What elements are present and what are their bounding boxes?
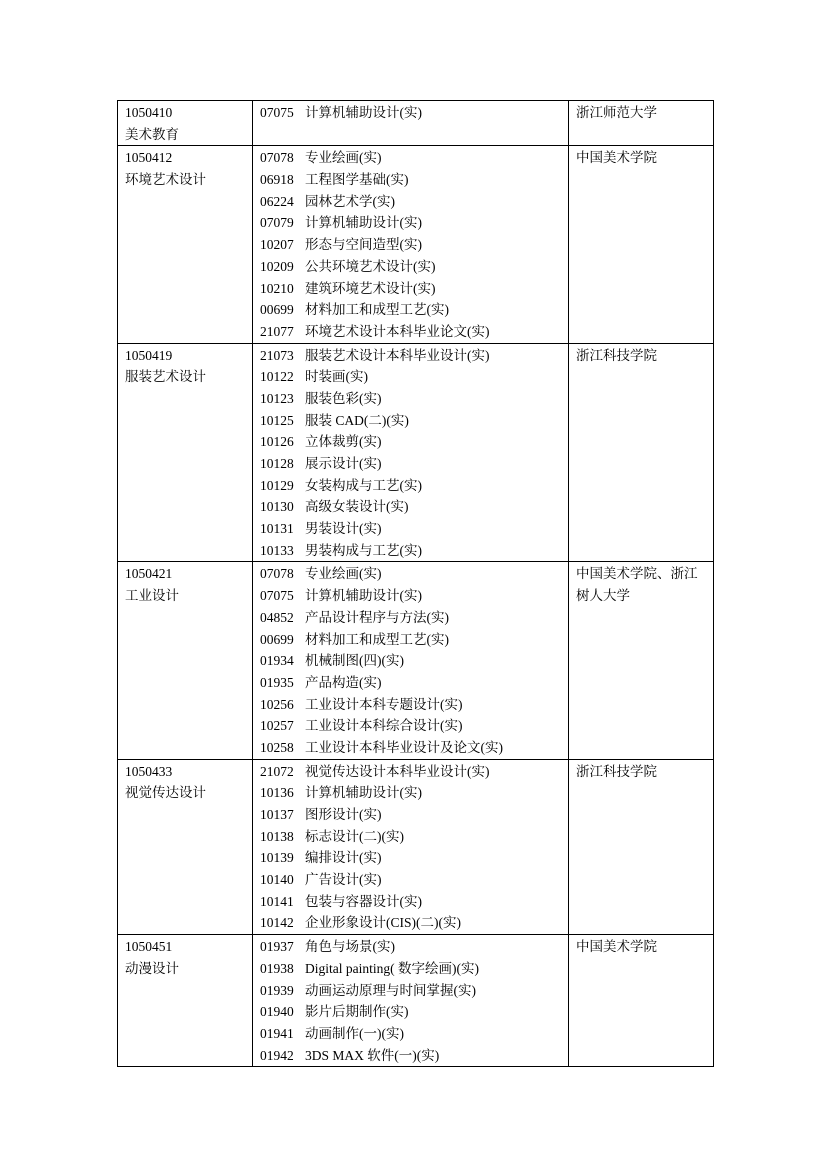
course-code: 10123 (260, 390, 294, 406)
table-row (118, 343, 714, 562)
course-name: 视觉传达设计本科毕业设计(实) (305, 763, 490, 779)
major-name: 工业设计 (125, 588, 179, 604)
course-code: 10258 (260, 739, 294, 755)
course-item (260, 518, 562, 540)
course-name: 专业绘画(实) (305, 150, 382, 166)
course-name: 男装构成与工艺(实) (305, 542, 422, 558)
course-item (260, 1045, 562, 1067)
course-code: 07078 (260, 566, 294, 582)
course-name: 广告设计(实) (305, 872, 382, 888)
course-code: 10137 (260, 807, 294, 822)
course-code: 10128 (260, 456, 294, 471)
course-name: 动画制作(一)(实) (305, 1025, 404, 1041)
course-name: 计算机辅助设计(实) (305, 785, 422, 801)
major-cell (118, 935, 253, 1067)
course-item (260, 804, 562, 826)
course-item (260, 431, 562, 453)
course-code: 00699 (260, 302, 294, 318)
major-cell (118, 101, 253, 146)
course-name: Digital painting( 数字绘画)(实) (305, 960, 479, 976)
course-code: 10256 (260, 696, 294, 712)
major-cell (118, 343, 253, 562)
course-name: 角色与场景(实) (305, 939, 395, 955)
course-code: 01937 (260, 939, 294, 955)
course-item (260, 629, 562, 651)
course-item (260, 453, 562, 475)
course-name: 立体裁剪(实) (305, 434, 382, 450)
course-item (260, 278, 562, 300)
institution-cell (569, 935, 714, 1067)
course-code: 10130 (260, 499, 294, 515)
table-body (118, 101, 714, 1067)
course-code: 21073 (260, 347, 294, 363)
course-name: 公共环境艺术设计(实) (305, 258, 436, 274)
course-name: 材料加工和成型工艺(实) (305, 631, 449, 647)
institution-name: 浙江师范大学 (576, 105, 657, 120)
course-item (260, 366, 562, 388)
course-item (260, 388, 562, 410)
course-code: 01938 (260, 960, 294, 976)
course-item (260, 147, 562, 169)
major-name: 视觉传达设计 (125, 785, 206, 801)
course-list-cell (253, 343, 569, 562)
course-name: 计算机辅助设计(实) (305, 588, 422, 604)
course-code: 10122 (260, 369, 294, 385)
course-item (260, 980, 562, 1002)
course-item (260, 958, 562, 980)
course-code: 01934 (260, 653, 294, 669)
course-item (260, 672, 562, 694)
course-list-cell (253, 759, 569, 935)
course-code: 10129 (260, 477, 294, 493)
course-name: 包装与容器设计(实) (305, 893, 422, 909)
course-name: 环境艺术设计本科毕业论文(实) (305, 323, 490, 339)
major-name: 环境艺术设计 (125, 172, 206, 188)
institution-name: 浙江科技学院 (576, 763, 657, 779)
course-table (117, 100, 714, 1067)
course-item (260, 891, 562, 913)
course-name: 女装构成与工艺(实) (305, 477, 422, 493)
course-name: 标志设计(二)(实) (305, 828, 404, 844)
course-code: 10131 (260, 521, 294, 537)
course-item (260, 169, 562, 191)
course-code: 10125 (260, 412, 294, 428)
course-item (260, 212, 562, 234)
course-name: 工业设计本科专题设计(实) (305, 696, 463, 712)
course-code: 07079 (260, 215, 294, 231)
course-code: 10142 (260, 915, 294, 931)
course-name: 工业设计本科毕业设计及论文(实) (305, 739, 503, 755)
course-item (260, 607, 562, 629)
major-cell (118, 759, 253, 935)
course-code: 10139 (260, 850, 294, 866)
course-code: 10207 (260, 237, 294, 253)
course-item (260, 737, 562, 759)
course-code: 21072 (260, 763, 294, 779)
course-name: 3DS MAX 软件(一)(实) (305, 1047, 440, 1063)
major-name: 服装艺术设计 (125, 369, 206, 385)
course-name: 编排设计(实) (305, 850, 382, 866)
course-item (260, 936, 562, 958)
course-item (260, 585, 562, 607)
major-code: 1050412 (125, 150, 173, 166)
course-list-cell (253, 935, 569, 1067)
course-item (260, 826, 562, 848)
course-item (260, 761, 562, 783)
course-item (260, 869, 562, 891)
course-name: 建筑环境艺术设计(实) (305, 280, 436, 296)
course-code: 10136 (260, 785, 294, 801)
course-name: 机械制图(四)(实) (305, 653, 404, 669)
institution-cell (569, 562, 714, 759)
course-item (260, 912, 562, 934)
major-name: 动漫设计 (125, 960, 179, 976)
course-item (260, 715, 562, 737)
major-code: 1050451 (125, 939, 173, 955)
course-code: 01939 (260, 982, 294, 998)
course-code: 21077 (260, 323, 294, 339)
course-name: 工业设计本科综合设计(实) (305, 718, 463, 734)
table-row (118, 146, 714, 343)
course-name: 高级女装设计(实) (305, 499, 409, 515)
course-name: 男装设计(实) (305, 521, 382, 537)
course-name: 产品构造(实) (305, 674, 382, 690)
course-code: 01940 (260, 1004, 294, 1020)
course-item (260, 234, 562, 256)
course-code: 00699 (260, 631, 294, 647)
course-name: 服装艺术设计本科毕业设计(实) (305, 347, 490, 363)
course-item (260, 299, 562, 321)
course-code: 10140 (260, 872, 294, 888)
course-name: 影片后期制作(实) (305, 1004, 409, 1020)
course-item (260, 563, 562, 585)
course-item (260, 540, 562, 562)
course-name: 展示设计(实) (305, 456, 382, 471)
table-row (118, 101, 714, 146)
course-name: 时装画(实) (305, 369, 368, 385)
major-name: 美术教育 (125, 126, 179, 142)
course-item (260, 475, 562, 497)
course-item (260, 345, 562, 367)
major-code: 1050433 (125, 763, 173, 779)
course-code: 10141 (260, 893, 294, 909)
major-cell (118, 562, 253, 759)
institution-name: 中国美术学院 (576, 150, 657, 166)
institution-name: 中国美术学院 (576, 939, 657, 955)
course-code: 07078 (260, 150, 294, 166)
course-code: 10138 (260, 828, 294, 844)
course-code: 07075 (260, 105, 294, 120)
course-code: 01942 (260, 1047, 294, 1063)
course-code: 07075 (260, 588, 294, 604)
course-name: 材料加工和成型工艺(实) (305, 302, 449, 318)
course-list-cell (253, 101, 569, 146)
course-item (260, 782, 562, 804)
course-name: 动画运动原理与时间掌握(实) (305, 982, 476, 998)
course-name: 计算机辅助设计(实) (305, 105, 422, 120)
course-item (260, 694, 562, 716)
course-item (260, 321, 562, 343)
table-row (118, 759, 714, 935)
course-code: 10210 (260, 280, 294, 296)
course-code: 10257 (260, 718, 294, 734)
course-code: 06918 (260, 172, 294, 188)
course-code: 06224 (260, 193, 294, 209)
major-code: 1050421 (125, 566, 173, 582)
course-name: 工程图学基础(实) (305, 172, 409, 188)
course-name: 服装 CAD(二)(实) (305, 412, 409, 428)
major-cell (118, 146, 253, 343)
table-row (118, 935, 714, 1067)
course-name: 专业绘画(实) (305, 566, 382, 582)
institution-name: 浙江科技学院 (576, 347, 657, 363)
institution-cell (569, 146, 714, 343)
course-name: 园林艺术学(实) (305, 193, 395, 209)
course-name: 计算机辅助设计(实) (305, 215, 422, 231)
course-item (260, 102, 562, 124)
course-item (260, 191, 562, 213)
course-code: 10209 (260, 258, 294, 274)
course-item (260, 496, 562, 518)
table-row (118, 562, 714, 759)
course-code: 01935 (260, 674, 294, 690)
institution-name: 中国美术学院、浙江树人大学 (576, 566, 698, 604)
major-code: 1050410 (125, 105, 173, 120)
course-name: 形态与空间造型(实) (305, 237, 422, 253)
course-item (260, 847, 562, 869)
course-code: 10126 (260, 434, 294, 450)
institution-cell (569, 343, 714, 562)
course-code: 10133 (260, 542, 294, 558)
institution-cell (569, 101, 714, 146)
course-list-cell (253, 562, 569, 759)
course-item (260, 1023, 562, 1045)
course-code: 01941 (260, 1025, 294, 1041)
institution-cell (569, 759, 714, 935)
course-name: 服装色彩(实) (305, 390, 382, 406)
course-name: 图形设计(实) (305, 807, 382, 822)
course-name: 企业形象设计(CIS)(二)(实) (305, 915, 461, 931)
course-list-cell (253, 146, 569, 343)
major-code: 1050419 (125, 347, 173, 363)
course-item (260, 1001, 562, 1023)
course-item (260, 650, 562, 672)
course-code: 04852 (260, 609, 294, 625)
course-name: 产品设计程序与方法(实) (305, 609, 449, 625)
course-item (260, 256, 562, 278)
course-item (260, 410, 562, 432)
